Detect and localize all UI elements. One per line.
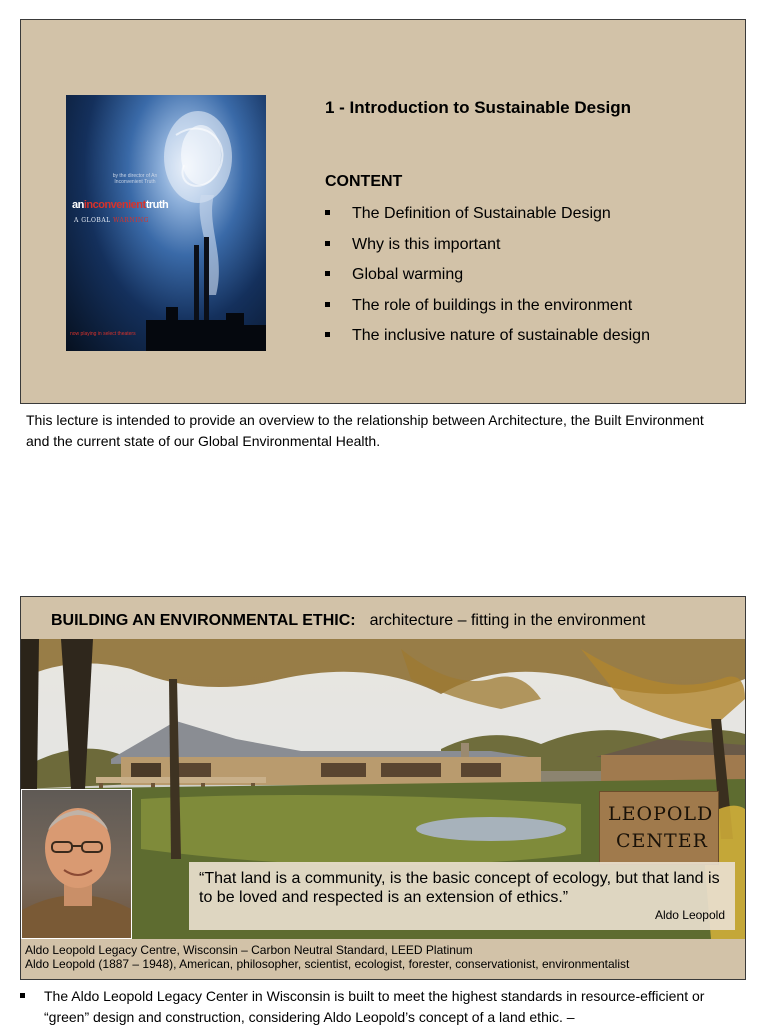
slide-title-rest: architecture – fitting in the environment xyxy=(369,612,646,629)
list-item-label: The Definition of Sustainable Design xyxy=(352,205,611,222)
poster-title-part1: an xyxy=(72,199,84,211)
bullet-icon xyxy=(325,332,330,337)
poster-title xyxy=(72,199,168,211)
speaker-note-2-text: The Aldo Leopold Legacy Center in Wisconsin is built to meet the highest standards in resource-efficient or “green” design and construction, considering Aldo Leopold’s concept of a land ethic. – xyxy=(44,988,705,1025)
poster-title-part2: inconvenient xyxy=(83,199,146,211)
movie-poster-image xyxy=(66,95,266,351)
slide-title: 1 - Introduction to Sustainable Design xyxy=(325,98,632,117)
poster-subtitle-part1: A GLOBAL xyxy=(74,217,111,224)
list-item-label: Global warming xyxy=(352,266,464,283)
slide-intro xyxy=(20,19,746,404)
caption-line-1: Aldo Leopold Legacy Centre, Wisconsin – Carbon Neutral Standard, LEED Platinum xyxy=(25,943,473,957)
list-item xyxy=(325,265,650,296)
content-list xyxy=(325,204,650,357)
slide-title-bold: BUILDING AN ENVIRONMENTAL ETHIC: xyxy=(51,612,356,629)
bullet-icon xyxy=(325,241,330,246)
content-heading: CONTENT xyxy=(325,173,403,190)
list-item-label: The inclusive nature of sustainable design xyxy=(352,327,650,344)
slide-title xyxy=(51,612,645,630)
poster-tagline: by the director of An Inconvenient Truth xyxy=(112,173,158,185)
poster-subtitle-part2: WARNING xyxy=(113,217,149,224)
portrait-illustration xyxy=(22,790,132,939)
list-item-label: Why is this important xyxy=(352,235,501,253)
list-item xyxy=(325,326,650,357)
list-item xyxy=(325,296,650,327)
poster-subtitle xyxy=(74,217,149,224)
bullet-icon xyxy=(325,210,330,215)
caption-line-2: Aldo Leopold (1887 – 1948), American, philosopher, scientist, ecologist, forester, conservationist, environmentalist xyxy=(25,957,630,971)
quote-box xyxy=(189,862,735,930)
list-item-label: The role of buildings in the environment xyxy=(352,296,633,314)
list-item xyxy=(325,204,650,235)
slide-header xyxy=(21,597,745,639)
leopold-center-sign xyxy=(599,791,719,865)
poster-footer: now playing in select theaters xyxy=(70,331,136,337)
speaker-note-1: This lecture is intended to provide an overview to the relationship between Architecture, the Built Environment and the current state of our Global Environmental Health. xyxy=(26,412,704,449)
leopold-center-photo xyxy=(21,639,745,939)
sign-line-1: LEOPOLD xyxy=(608,803,714,825)
slide-environmental-ethic xyxy=(20,596,746,980)
poster-title-part3: truth xyxy=(145,199,169,211)
speaker-note-2 xyxy=(26,986,744,1028)
quote-author: Aldo Leopold xyxy=(654,908,725,922)
bullet-icon xyxy=(325,271,330,276)
slide-caption xyxy=(25,943,629,971)
aldo-leopold-portrait xyxy=(21,789,132,939)
bullet-icon xyxy=(20,993,25,998)
quote-text: “That land is a community, is the basic concept of ecology, but that land is to be loved and respected is an extension of ethics.” xyxy=(199,870,720,906)
bullet-icon xyxy=(325,302,330,307)
list-item xyxy=(325,235,650,266)
sign-line-2: CENTER xyxy=(616,830,708,852)
